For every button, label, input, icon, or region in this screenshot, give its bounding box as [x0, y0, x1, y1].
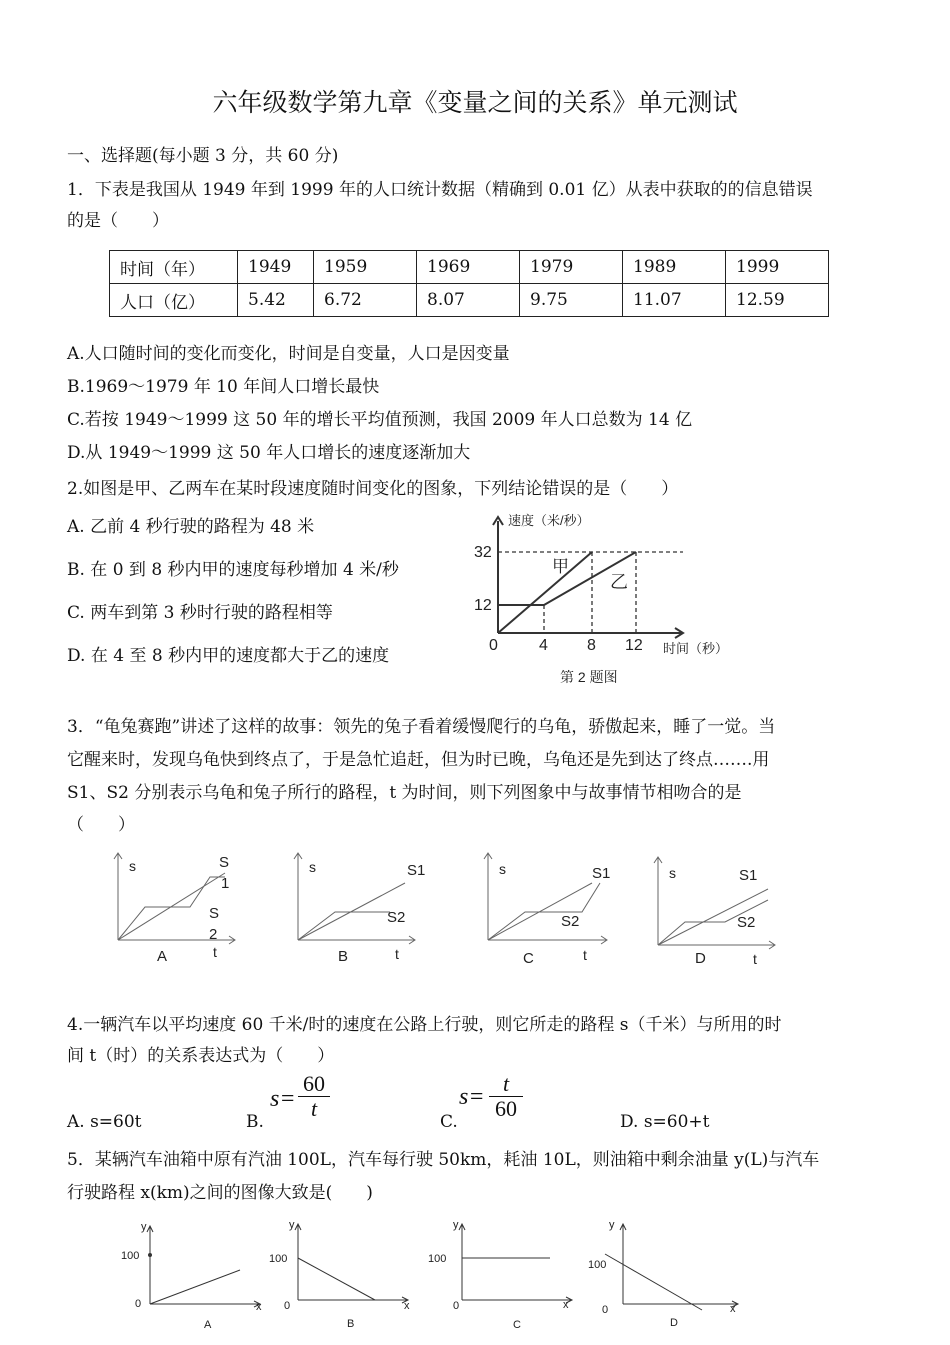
x-axis-label: x — [256, 1301, 262, 1313]
s-axis-label: s — [669, 865, 676, 881]
graph-label: A — [204, 1319, 212, 1331]
q5-graph-a — [115, 1218, 265, 1333]
y-tick-label: 12 — [474, 597, 492, 614]
table-cell: 1999 — [726, 251, 829, 284]
y-axis-label: 速度（米/秒） — [508, 513, 590, 528]
population-table — [109, 250, 829, 317]
t-axis-label: t — [753, 951, 757, 967]
q2-stem: 2.如图是甲、乙两车在某时段速度随时间变化的图象，下列结论错误的是（ ） — [67, 479, 679, 499]
x-axis-label: x — [404, 1300, 410, 1312]
origin-label: 0 — [453, 1300, 460, 1312]
x-tick-label: 12 — [625, 637, 643, 654]
graph-label: B — [338, 948, 349, 965]
q1-option-d: D.从 1949～1999 这 50 年人口增长的速度逐渐加大 — [67, 443, 471, 463]
y-tick-label: 32 — [474, 544, 492, 561]
q4-option-b-lhs: s= — [270, 1086, 296, 1112]
q1-option-c: C.若按 1949～1999 这 50 年的增长平均值预测，我国 2009 年人口总数为 14 亿 — [67, 410, 693, 430]
s1-label: S1 — [739, 867, 758, 884]
graph-label: D — [695, 950, 706, 967]
origin-label: 0 — [602, 1304, 609, 1316]
q5-stem-line1: 5．某辆汽车油箱中原有汽油 100L，汽车每行驶 50km，耗油 10L，则油箱中剩余油量 y(L)与汽车 — [67, 1150, 820, 1170]
q4-option-b-label: B. — [246, 1112, 264, 1132]
table-cell: 9.75 — [520, 284, 623, 317]
fraction-numerator: t — [502, 1071, 510, 1096]
s2-label: S2 — [561, 913, 580, 930]
q4-option-a: A. s=60t — [67, 1112, 142, 1132]
q4-option-c-lhs: s= — [459, 1084, 485, 1110]
q4-stem-line2: 间 t（时）的关系表达式为（ ） — [67, 1046, 335, 1066]
table-cell: 时间（年） — [110, 251, 238, 284]
q5-graph-c — [420, 1218, 580, 1333]
q1-option-a: A.人口随时间的变化而变化，时间是自变量，人口是因变量 — [67, 344, 510, 364]
graph-label: A — [157, 948, 168, 965]
table-cell: 1979 — [520, 251, 623, 284]
q4-option-d: D. s=60+t — [620, 1112, 710, 1132]
table-cell: 1989 — [623, 251, 726, 284]
y-axis-label: y — [453, 1219, 459, 1231]
origin-label: 0 — [489, 637, 498, 654]
q4-option-c-fraction — [489, 1072, 523, 1121]
s-axis-label: s — [129, 858, 136, 874]
graph-label: D — [670, 1317, 678, 1329]
x-axis-label: 时间（秒） — [663, 641, 729, 656]
t-axis-label: t — [395, 946, 399, 962]
q3-stem-line4: （ ） — [67, 815, 135, 835]
q1-stem-line2: 的是（ ） — [67, 211, 169, 231]
x-axis-label: x — [563, 1299, 569, 1311]
x-axis-label: x — [730, 1303, 736, 1315]
graph-label: C — [513, 1319, 521, 1331]
variable-s: s — [459, 1084, 469, 1110]
table-cell: 11.07 — [623, 284, 726, 317]
x-tick-label: 4 — [539, 637, 548, 654]
y-tick-100: 100 — [428, 1253, 447, 1265]
q3-stem-line1: 3．“龟兔赛跑”讲述了这样的故事：领先的兔子看着缓慢爬行的乌龟，骄傲起来，睡了一觉。当 — [67, 717, 776, 737]
q2-option-c: C. 两车到第 3 秒时行驶的路程相等 — [67, 603, 333, 623]
point-100 — [148, 1253, 152, 1257]
q3-stem-line3: S1、S2 分别表示乌龟和兔子所行的路程，t 为时间，则下列图象中与故事情节相吻合的是 — [67, 783, 742, 803]
s-axis-label: s — [309, 859, 316, 875]
q2-option-d: D. 在 4 至 8 秒内甲的速度都大于乙的速度 — [67, 646, 390, 666]
q5-graph-d — [585, 1218, 745, 1333]
q4-stem-line1: 4.一辆汽车以平均速度 60 千米/时的速度在公路上行驶，则它所走的路程 s（千米）与所用的时 — [67, 1015, 782, 1035]
graph-label: B — [347, 1318, 355, 1330]
q3-graph-a — [100, 845, 250, 970]
origin-label: 0 — [135, 1298, 142, 1310]
variable-s: s — [270, 1086, 280, 1112]
table-cell: 12.59 — [726, 284, 829, 317]
q5-stem-line2: 行驶路程 x(km)之间的图像大致是( ) — [67, 1183, 373, 1203]
graph-line — [605, 1254, 702, 1310]
s2-label-bottom: 2 — [209, 926, 218, 943]
table-cell: 1969 — [417, 251, 520, 284]
table-cell: 1959 — [314, 251, 417, 284]
page-title: 六年级数学第九章《变量之间的关系》单元测试 — [212, 88, 738, 117]
s-axis-label: s — [499, 861, 506, 877]
q1-stem-line1: 1．下表是我国从 1949 年到 1999 年的人口统计数据（精确到 0.01 亿）从表中获取的的信息错误 — [67, 180, 813, 200]
graph-line — [150, 1270, 240, 1304]
q3-graph-b — [280, 845, 430, 970]
y-tick-100: 100 — [269, 1253, 288, 1265]
t-axis-label: t — [213, 944, 217, 960]
s1-label: S1 — [592, 865, 611, 882]
table-cell: 6.72 — [314, 284, 417, 317]
table-row — [110, 284, 829, 317]
fraction-numerator: 60 — [303, 1071, 325, 1096]
q4-option-b-fraction — [298, 1072, 330, 1121]
origin-label: 0 — [284, 1300, 291, 1312]
q5-graph-b — [265, 1218, 415, 1333]
speed-time-graph — [465, 505, 745, 690]
q3-graph-c — [470, 845, 620, 970]
y-axis-label: y — [609, 1219, 615, 1231]
line-s2 — [488, 883, 600, 940]
y-axis-label: y — [141, 1221, 147, 1233]
s2-label: S2 — [737, 914, 756, 931]
x-tick-label: 8 — [587, 637, 596, 654]
table-cell: 8.07 — [417, 284, 520, 317]
graph-line — [298, 1258, 375, 1300]
q4-option-c-label: C. — [440, 1112, 458, 1132]
s1-label-bottom: 1 — [221, 875, 230, 892]
figure-caption: 第 2 题图 — [560, 669, 618, 685]
section-heading: 一、选择题(每小题 3 分，共 60 分) — [67, 146, 339, 166]
q1-option-b: B.1969～1979 年 10 年间人口增长最快 — [67, 377, 380, 397]
graph-label: C — [523, 950, 534, 967]
s1-label-top: S — [219, 854, 230, 871]
table-cell: 5.42 — [238, 284, 314, 317]
q2-option-a: A. 乙前 4 秒行驶的路程为 48 米 — [67, 517, 315, 537]
t-axis-label: t — [583, 947, 587, 963]
line-s2 — [298, 912, 390, 940]
y-tick-100: 100 — [588, 1259, 607, 1271]
s2-label-top: S — [209, 905, 220, 922]
q2-option-b: B. 在 0 到 8 秒内甲的速度每秒增加 4 米/秒 — [67, 560, 399, 580]
fraction-denominator: t — [310, 1096, 318, 1121]
q3-stem-line2: 它醒来时，发现乌龟快到终点了，于是急忙追赶，但为时已晚，乌龟还是先到达了终点…….用 — [67, 750, 770, 770]
y-axis-label: y — [289, 1219, 295, 1231]
yi-label: 乙 — [610, 572, 628, 592]
s2-label: S2 — [387, 909, 406, 926]
line-jia — [498, 552, 592, 633]
table-row — [110, 251, 829, 284]
table-cell: 人口（亿） — [110, 284, 238, 317]
q3-graph-d — [640, 845, 790, 970]
jia-label: 甲 — [552, 557, 569, 576]
y-tick-100: 100 — [121, 1250, 140, 1262]
fraction-denominator: 60 — [495, 1096, 517, 1121]
table-cell: 1949 — [238, 251, 314, 284]
s1-label: S1 — [407, 862, 426, 879]
